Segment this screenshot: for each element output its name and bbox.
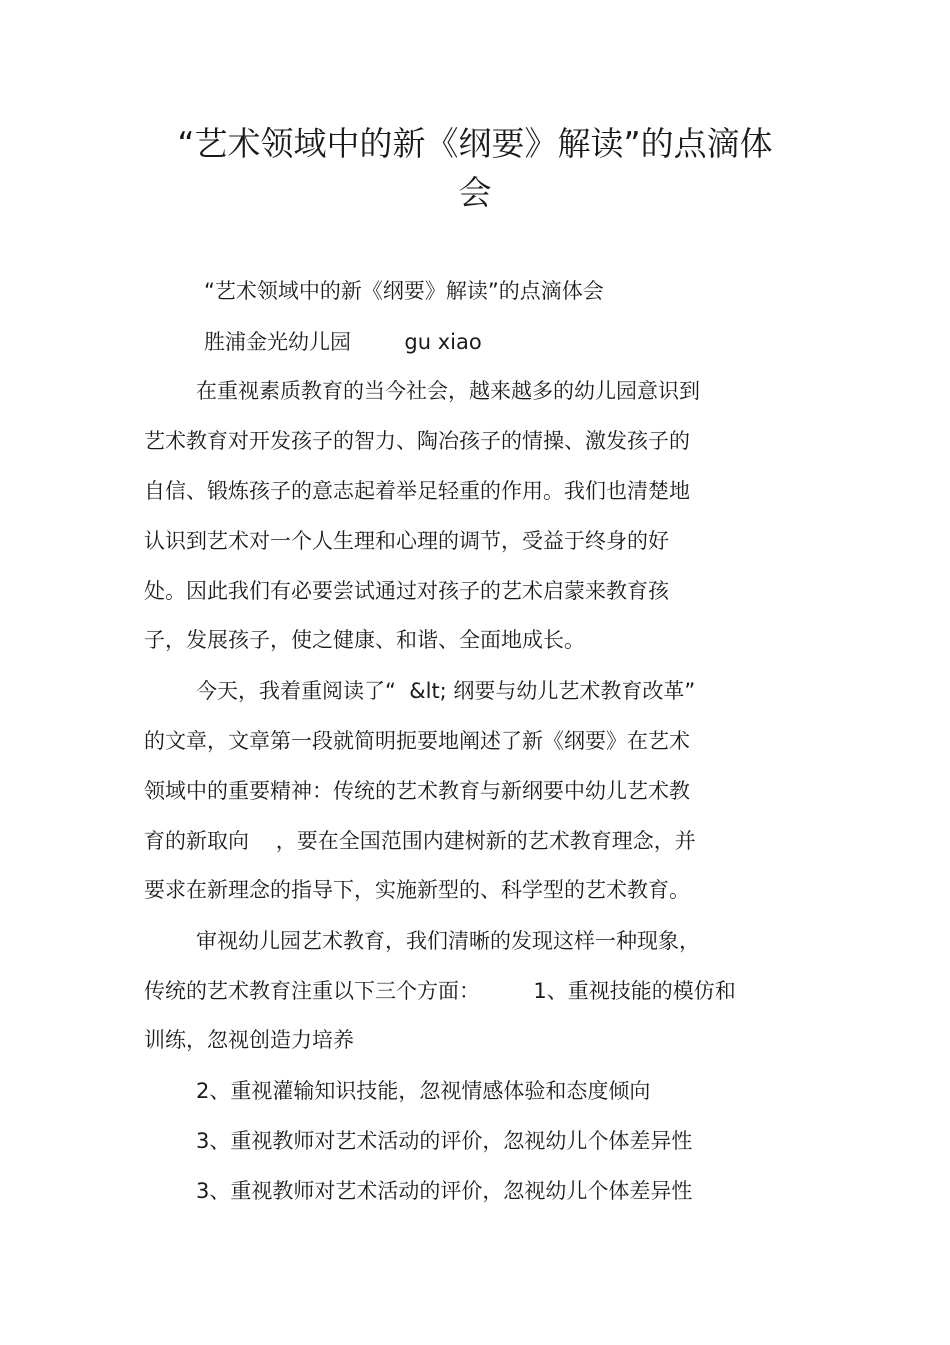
paragraph-line: 领域中的重要精神：传统的艺术教育与新纲要中幼儿艺术教 (144, 779, 690, 803)
paragraph-line: 要求在新理念的指导下，实施新型的、科学型的艺术教育。 (144, 878, 690, 902)
document-subtitle: “艺术领域中的新《纲要》解读”的点滴体会 (204, 279, 604, 303)
paragraph-line: 育的新取向 ，要在全国范围内建树新的艺术教育理念，并 (144, 829, 696, 853)
document-title-line-2: 会 (458, 173, 492, 212)
paragraph-line: 艺术教育对开发孩子的智力、陶冶孩子的情操、激发孩子的 (144, 429, 690, 453)
paragraph-line: 传统的艺术教育注重以下三个方面： 1、重视技能的模仿和 (144, 979, 736, 1003)
paragraph-line: 训练，忽视创造力培养 (144, 1028, 354, 1052)
paragraph-line: 子，发展孩子，使之健康、和谐、全面地成长。 (144, 628, 585, 652)
paragraph-line: 审视幼儿园艺术教育，我们清晰的发现这样一种现象， (196, 929, 700, 953)
paragraph-line: 认识到艺术对一个人生理和心理的调节，受益于终身的好 (144, 529, 669, 553)
paragraph-line: 的文章，文章第一段就简明扼要地阐述了新《纲要》在艺术 (144, 729, 690, 753)
paragraph-line: 今天，我着重阅读了“ &lt; 纲要与幼儿艺术教育改革” (196, 679, 696, 703)
paragraph-line: 自信、锻炼孩子的意志起着举足轻重的作用。我们也清楚地 (144, 479, 690, 503)
paragraph-line: 处。因此我们有必要尝试通过对孩子的艺术启蒙来教育孩 (144, 579, 669, 603)
list-item: 3、重视教师对艺术活动的评价，忽视幼儿个体差异性 (196, 1179, 693, 1203)
document-author: 胜浦金光幼儿园 gu xiao (204, 330, 482, 354)
list-item: 2、重视灌输知识技能，忽视情感体验和态度倾向 (196, 1079, 651, 1103)
document-title-line-1: “艺术领域中的新《纲要》解读”的点滴体 (177, 124, 773, 163)
paragraph-line: 在重视素质教育的当今社会，越来越多的幼儿园意识到 (196, 379, 700, 403)
list-item: 3、重视教师对艺术活动的评价，忽视幼儿个体差异性 (196, 1129, 693, 1153)
